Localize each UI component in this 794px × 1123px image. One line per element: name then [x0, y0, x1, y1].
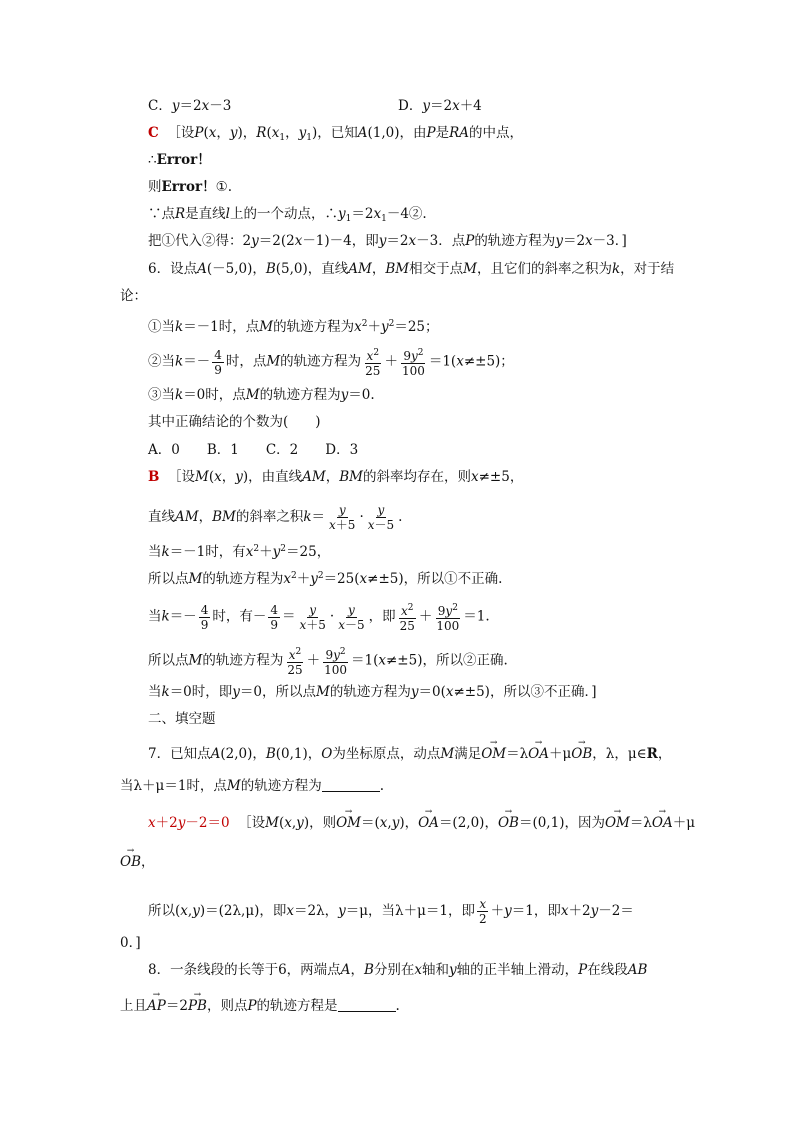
option-c: C．y＝2x－3: [148, 98, 232, 114]
question-6-options: A．0 B．1 C．2 D．3: [148, 442, 359, 458]
solution-7-line-1: x＋2y－2＝0 ［设M(x,y)，则→ OM＝(x,y)，→ OA＝(2,0)，→ OB＝(0,1)，因为→ OM＝λ→ OA＋μ: [148, 813, 695, 833]
answer-blank-8: [338, 997, 396, 1012]
question-7-line-1: 7．已知点A(2,0)，B(0,1)，O为坐标原点，动点M满足→ OM＝λ→ OA＋μ→ OB，λ，μ∈R，: [148, 744, 671, 764]
solution-5-line-4: ∵点R是直线l上的一个动点，$\therefore y_1=2x_1-4②$.: [148, 206, 427, 224]
solution-7-line-3: 所以(x,y)＝(2λ,μ)，即x＝2λ，y＝μ，当λ＋μ＝1，即 $\frac{x}{2}$ ＋y＝1，即x＋2y－2＝: [148, 897, 634, 926]
solution-6-line-2: 直线AM，BM的斜率之积k＝ $\frac{y}{x+5}$ · $\frac{y}{x-5}$ .: [148, 503, 403, 532]
solution-7-line-4: 0．]: [120, 935, 141, 951]
solution-6-line-4: 所以点M的轨迹方程为$x^2+y^2=25(x\ne\pm 5)$，所以①不正确.: [148, 571, 503, 587]
conclusion-2: ②当k＝－ $\frac{4}{9}$ 时，点M的轨迹方程为 $\frac{x^2}{25}$ ＋ $\frac{9y^2}{100}$ ＝1(x≠±5)；: [148, 347, 514, 378]
solution-5-line-5: 把①代入②得：2y＝2(2x－1)－4，即y＝2x－3．点P的轨迹方程为y＝2x－3．]: [148, 233, 627, 249]
question-6-line-1: 6．设点A(－5,0)，B(5,0)，直线AM，BM相交于点M，且它们的斜率之积为k，对于结: [148, 261, 675, 277]
solution-5-line-1: C ［设P(x，y)，$R(x_1$，$y_1$)，已知A(1,0)，由P是RA的中点，: [148, 125, 524, 143]
answer-blank-7: [322, 777, 380, 792]
conclusion-1: ①当k＝－1时，点M的轨迹方程为$x^2+y^2=25$；: [148, 319, 439, 335]
solution-6-line-1: B ［设M(x，y)，由直线AM，BM的斜率均存在，则x≠±5，: [148, 469, 524, 485]
question-6-line-2: 论：: [120, 288, 147, 304]
solution-6-line-6: 所以点M的轨迹方程为 $\frac{x^2}{25}$ ＋ $\frac{9y^2}{100}$ ＝1(x≠±5)，所以②正确.: [148, 647, 508, 677]
solution-5-line-2: ∴Error！: [148, 152, 211, 168]
solution-5-line-3: 则Error！①.: [148, 179, 233, 195]
solution-7-line-2: → OB，: [120, 852, 155, 872]
solution-6-line-7: 当k＝0时，即y＝0，所以点M的轨迹方程为y＝0(x≠±5)，所以③不正确．]: [148, 684, 597, 700]
solution-6-line-5: 当k＝－ $\frac{4}{9}$ 时，有－ $\frac{4}{9}$ ＝ $\frac{y}{x+5}$ · $\frac{y}{x-5}$ ，即 $\frac{x^2}{25}$ ＋ $\frac{9y^2}{100}$ ＝1.: [148, 602, 490, 633]
question-6-prompt: 其中正确结论的个数为( ): [148, 414, 321, 430]
question-8-line-2: 上且→ AP＝2→ PB，则点P的轨迹方程是 .: [120, 996, 400, 1016]
option-d: D．y＝2x＋4: [398, 98, 482, 114]
question-8-line-1: 8．一条线段的长等于6，两端点A，B分别在x轴和y轴的正半轴上滑动，P在线段AB: [148, 962, 648, 978]
section-heading: 二、填空题: [148, 711, 216, 727]
question-7-line-2: 当λ＋μ＝1时，点M的轨迹方程为 .: [120, 778, 385, 794]
solution-6-line-3: 当k＝－1时，有$x^2+y^2=25$，: [148, 544, 331, 560]
conclusion-3: ③当k＝0时，点M的轨迹方程为y＝0.: [148, 387, 375, 403]
